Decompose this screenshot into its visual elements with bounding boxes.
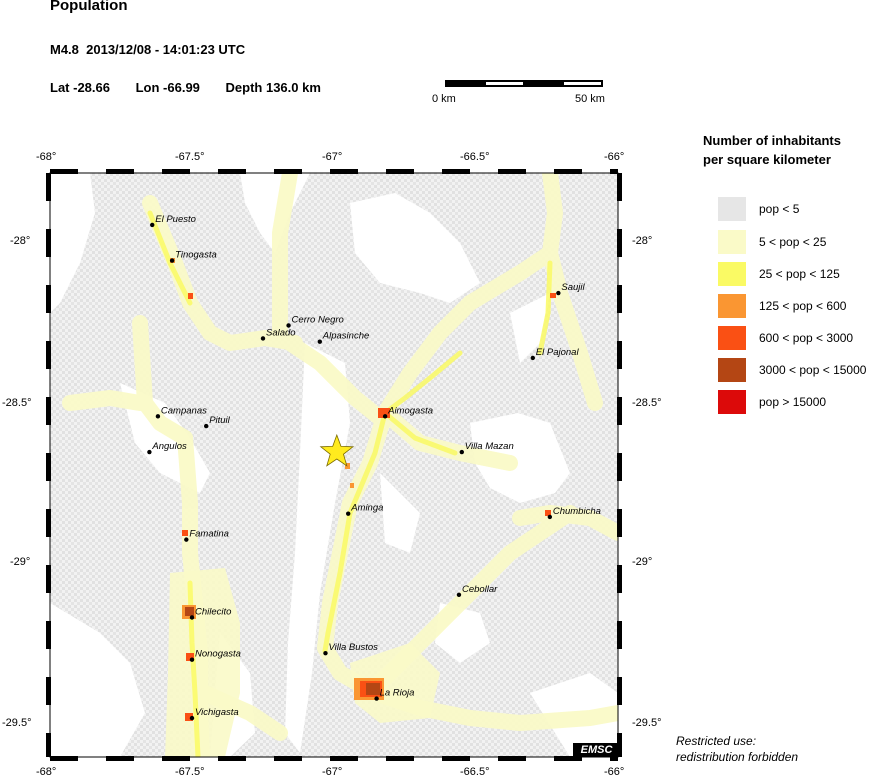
scale-start-label: 0 km xyxy=(432,93,456,105)
emsc-badge: EMSC xyxy=(573,743,620,757)
border-tick xyxy=(46,509,51,537)
lat-tick-right: -28° xyxy=(632,235,653,247)
city-label: Cerro Negro xyxy=(291,314,344,326)
border-tick xyxy=(50,169,78,174)
lon-tick-bottom: -66° xyxy=(604,766,625,778)
border-ticks xyxy=(46,169,622,761)
border-tick xyxy=(46,565,51,593)
city-label: Aimogasta xyxy=(388,405,434,417)
city-label: Campanas xyxy=(160,405,207,417)
border-tick xyxy=(106,169,134,174)
border-tick xyxy=(46,733,51,757)
legend-swatch xyxy=(718,262,746,286)
legend-item xyxy=(718,294,882,318)
map-title: Population xyxy=(50,0,128,14)
city-label: El Puesto xyxy=(155,213,196,225)
border-tick xyxy=(46,453,51,481)
border-tick xyxy=(46,173,51,201)
scale-bar xyxy=(445,80,603,87)
lon-tick-bottom: -66.5° xyxy=(460,766,490,778)
lat-tick-right: -28.5° xyxy=(632,397,662,409)
border-tick xyxy=(218,756,246,761)
city-label: Salado xyxy=(266,327,296,339)
lon-tick-top: -66.5° xyxy=(460,151,490,163)
lon-tick-top: -68° xyxy=(36,151,57,163)
legend-label: 25 < pop < 125 xyxy=(759,267,840,281)
border-tick xyxy=(617,509,622,537)
border-tick xyxy=(617,453,622,481)
border-tick xyxy=(617,173,622,201)
legend-swatch xyxy=(718,197,746,221)
legend-title-line1: Number of inhabitants xyxy=(703,133,841,148)
lat-tick-left: -28.5° xyxy=(2,397,32,409)
border-tick xyxy=(617,621,622,649)
city-label: Alpasinche xyxy=(322,330,370,342)
border-tick xyxy=(46,285,51,313)
city-label: Chumbicha xyxy=(552,505,601,517)
border-tick xyxy=(498,169,526,174)
border-tick xyxy=(106,756,134,761)
event-summary xyxy=(50,42,245,57)
border-tick xyxy=(274,169,302,174)
lon-tick-bottom: -67° xyxy=(322,766,343,778)
city-label: Chilecito xyxy=(195,606,232,618)
border-tick xyxy=(617,677,622,705)
lat-tick-left: -28° xyxy=(10,235,31,247)
city-label: Cebollar xyxy=(461,583,498,595)
city-label: Famatina xyxy=(189,528,229,540)
border-tick xyxy=(274,756,302,761)
lon-tick-bottom: -68° xyxy=(36,766,57,778)
legend-title xyxy=(703,131,841,169)
city-label: Nonogasta xyxy=(195,648,241,660)
legend-label: 5 < pop < 25 xyxy=(759,235,827,249)
event-location xyxy=(50,80,343,95)
event-datetime: 2013/12/08 - 14:01:23 UTC xyxy=(86,42,246,57)
border-tick xyxy=(218,169,246,174)
legend-title-line2: per square kilometer xyxy=(703,152,831,167)
legend-swatch xyxy=(718,326,746,350)
legend-label: 600 < pop < 3000 xyxy=(759,331,854,345)
usage-notice-line1: Restricted use: xyxy=(676,734,757,748)
city-label: Villa Mazan xyxy=(464,441,514,453)
city-label: Pituil xyxy=(209,415,230,427)
usage-notice xyxy=(676,733,798,765)
longitude-value: Lon -66.99 xyxy=(135,80,200,95)
border-tick xyxy=(50,756,78,761)
border-tick xyxy=(46,397,51,425)
legend-label: pop < 5 xyxy=(759,202,800,216)
border-tick xyxy=(554,169,582,174)
border-tick xyxy=(46,621,51,649)
usage-notice-line2: redistribution forbidden xyxy=(676,750,799,764)
border-tick xyxy=(46,341,51,369)
border-tick xyxy=(610,169,618,174)
city-label: La Rioja xyxy=(379,687,415,699)
border-tick xyxy=(442,756,470,761)
lon-tick-top: -67° xyxy=(322,151,343,163)
border-tick xyxy=(617,229,622,257)
city-label: El Pajonal xyxy=(535,346,579,358)
border-tick xyxy=(46,677,51,705)
border-tick xyxy=(386,169,414,174)
border-tick xyxy=(442,169,470,174)
lon-tick-bottom: -67.5° xyxy=(175,766,205,778)
lon-tick-top: -67.5° xyxy=(175,151,205,163)
legend-label: 3000 < pop < 15000 xyxy=(759,363,867,377)
border-tick xyxy=(617,397,622,425)
legend-item xyxy=(718,197,882,221)
lat-tick-left: -29° xyxy=(10,556,31,568)
legend-label: 125 < pop < 600 xyxy=(759,299,847,313)
legend-swatch xyxy=(718,358,746,382)
border-tick xyxy=(46,229,51,257)
legend-item xyxy=(718,262,882,286)
border-tick xyxy=(617,285,622,313)
city-label: Vichigasta xyxy=(195,707,239,719)
legend-item xyxy=(718,390,882,414)
legend-swatch xyxy=(718,230,746,254)
legend-item xyxy=(718,230,882,254)
latitude-value: Lat -28.66 xyxy=(50,80,110,95)
city-label: Aminga xyxy=(351,502,384,514)
border-tick xyxy=(617,341,622,369)
map-border xyxy=(44,167,624,763)
border-tick xyxy=(498,756,526,761)
lon-tick-top: -66° xyxy=(604,151,625,163)
legend-swatch xyxy=(718,294,746,318)
border-tick xyxy=(386,756,414,761)
lat-tick-right: -29° xyxy=(632,556,653,568)
border-tick xyxy=(162,169,190,174)
scale-end-label: 50 km xyxy=(575,93,605,105)
city-label: Tinogasta xyxy=(175,249,217,261)
depth-value: Depth 136.0 km xyxy=(225,80,321,95)
border-tick xyxy=(330,169,358,174)
legend-swatch xyxy=(718,390,746,414)
border-tick xyxy=(162,756,190,761)
magnitude: M4.8 xyxy=(50,42,79,57)
lat-tick-left: -29.5° xyxy=(2,717,32,729)
city-label: Villa Bustos xyxy=(328,642,378,654)
lat-tick-right: -29.5° xyxy=(632,717,662,729)
border-tick xyxy=(617,565,622,593)
city-label: Saujil xyxy=(561,282,585,294)
legend-item xyxy=(718,358,882,382)
legend-item xyxy=(718,326,882,350)
border-tick xyxy=(330,756,358,761)
city-label: Angulos xyxy=(152,441,187,453)
legend-label: pop > 15000 xyxy=(759,395,827,409)
